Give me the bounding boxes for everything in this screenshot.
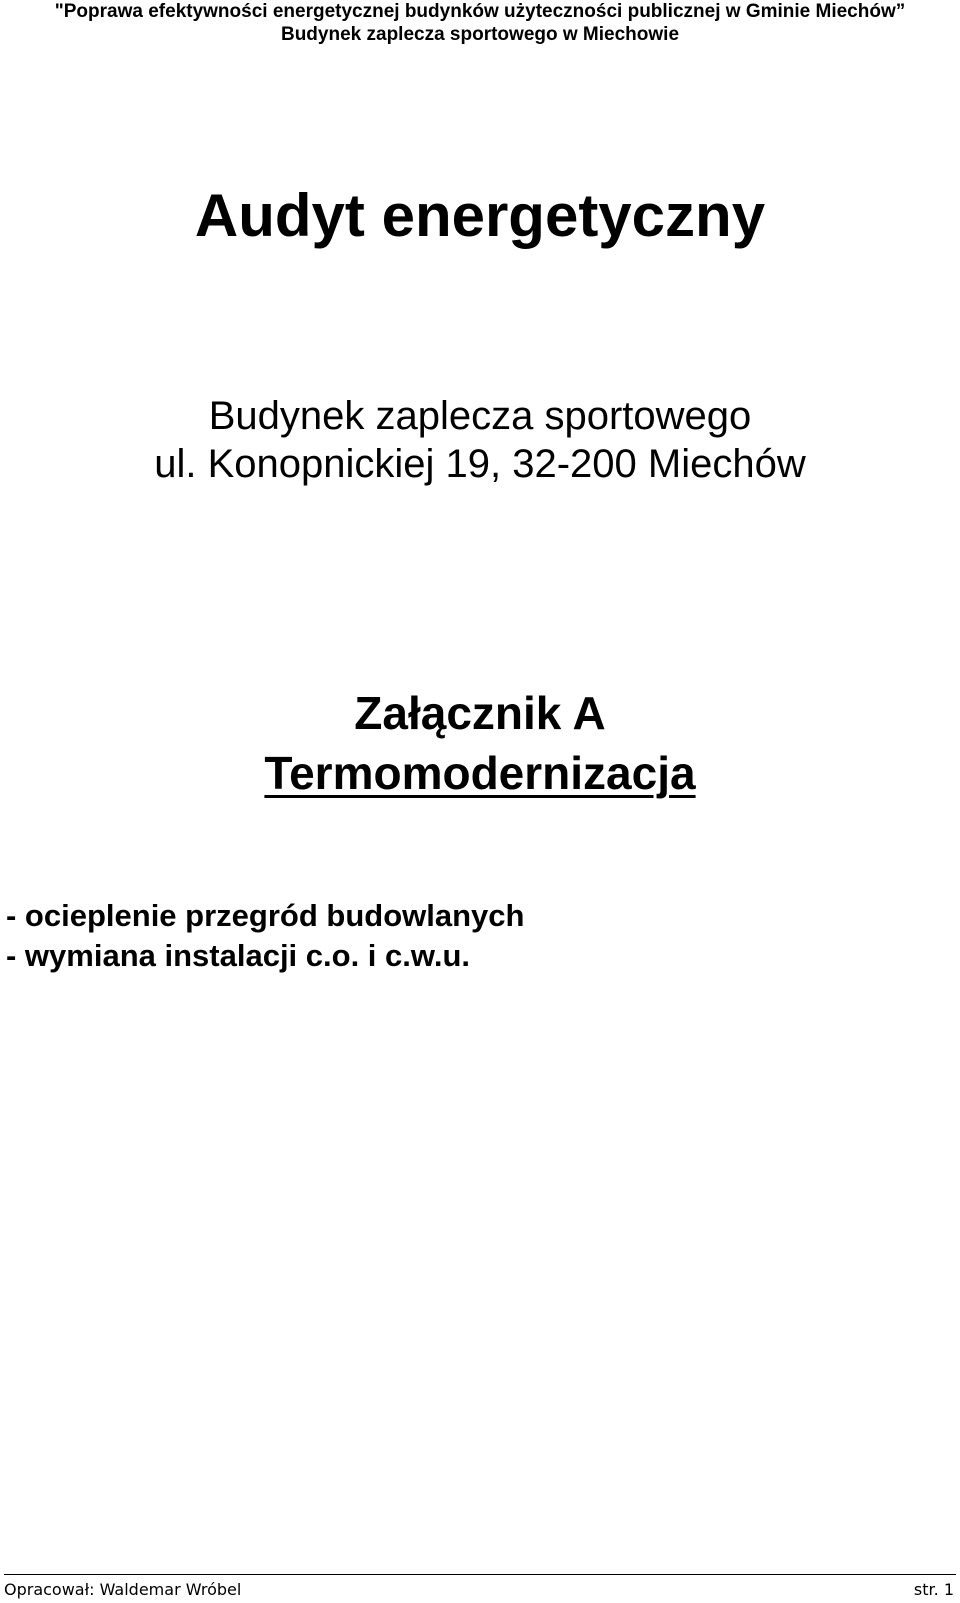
building-subtitle: Budynek zaplecza sportowego w Miechowie xyxy=(280,24,680,45)
annex-topic: Termomodernizacja xyxy=(264,747,696,799)
project-title: "Poprawa efektywności energetycznej budynków użyteczności publicznej w Gminie Miechów” xyxy=(54,1,906,22)
building-address: ul. Konopnickiej 19, 32-200 Miechów xyxy=(154,442,806,486)
document-title: Audyt energetyczny xyxy=(194,182,766,249)
scope-item-heating: - wymiana instalacji c.o. i c.w.u. xyxy=(6,938,471,973)
building-name: Budynek zaplecza sportowego xyxy=(208,394,752,438)
scope-item-insulation: - ocieplenie przegród budowlanych xyxy=(6,898,525,933)
footer-author: Opracował: Waldemar Wróbel xyxy=(4,1580,242,1599)
annex-label: Załącznik A xyxy=(354,687,606,739)
footer-divider xyxy=(4,1574,956,1575)
page-number: str. 1 xyxy=(913,1580,954,1599)
